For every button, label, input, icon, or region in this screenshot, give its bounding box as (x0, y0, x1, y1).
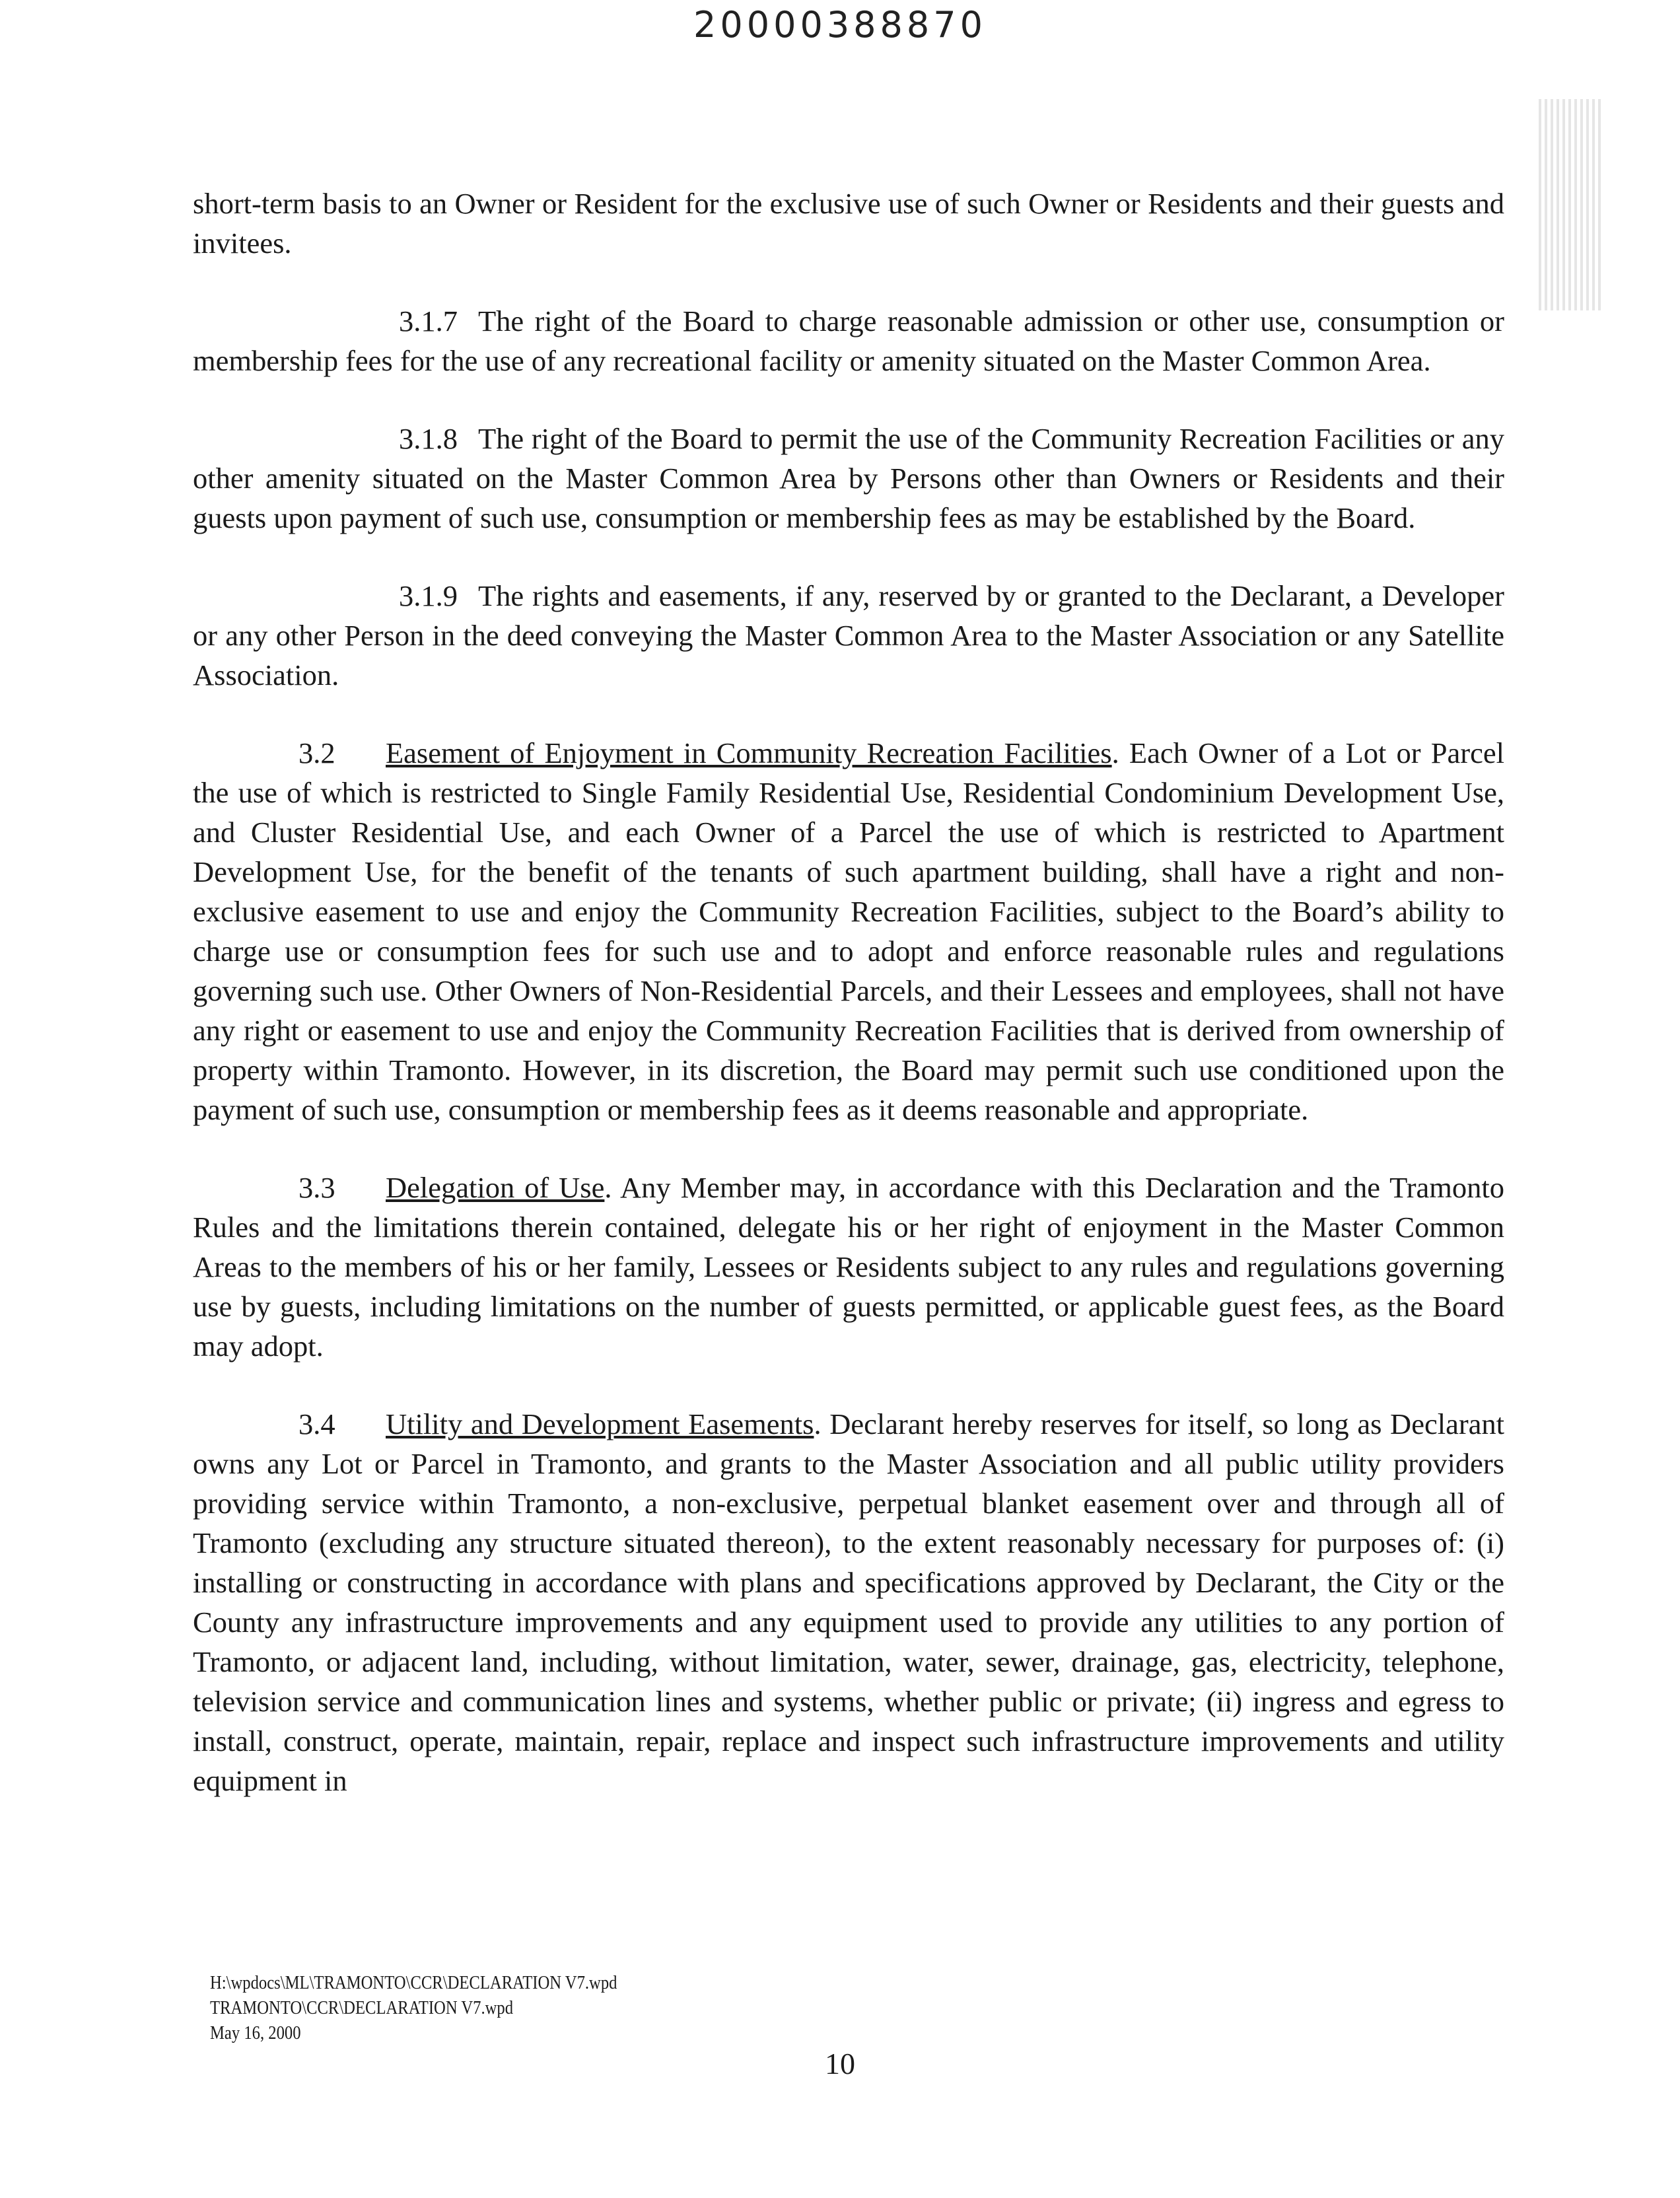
paragraph-continuation (193, 184, 1504, 263)
section-heading: Easement of Enjoyment in Community Recreation Facilities (386, 736, 1112, 769)
paragraph-text: The right of the Board to charge reasonable admission or other use, consumption or membership fees for the use of any recreational facility or amenity situated on the Master Common Area. (193, 304, 1504, 377)
paragraph-text: . Each Owner of a Lot or Parcel the use of which is restricted to Single Family Residential Use, Residential Condominium Development Use, and Cluster Residential Use, and each Owner of a Parcel the use of which is restricted to Apartment Development Use, for the benefit of the tenants of such apartment building, shall have a right and non-exclusive easement to use and enjoy the Community Recreation Facilities, subject to the Board’s ability to charge use or consumption fees for such use and to adopt and enforce reasonable rules and regulations governing such use. Other Owners of Non-Residential Parcels, and their Lessees and employees, shall not have any right or easement to use and enjoy the Community Recreation Facilities that is derived from ownership of property within Tramonto. However, in its discretion, the Board may permit such use conditioned upon the payment of such use, consumption or membership fees as it deems reasonable and appropriate. (193, 736, 1504, 1126)
paragraph-3-2 (193, 733, 1504, 1129)
document-body (193, 184, 1504, 1839)
document-number: 20000388870 (693, 4, 987, 46)
paragraph-3-1-7 (193, 301, 1504, 380)
file-path-line: H:\wpdocs\ML\TRAMONTO\CCR\DECLARATION V7.wpd (210, 1973, 617, 1993)
page-number: 10 (825, 2047, 855, 2080)
section-heading: Delegation of Use (386, 1171, 605, 1204)
section-number: 3.2 (298, 736, 335, 769)
paragraph-text: . Any Member may, in accordance with this Declaration and the Tramonto Rules and the limitations therein contained, delegate his or her right of enjoyment in the Master Common Areas to the members of his or her family, Lessees or Residents subject to any rules and regulations governing use by guests, including limitations on the number of guests permitted, or applicable guest fees, as the Board may adopt. (193, 1171, 1504, 1363)
section-number: 3.1.7 (399, 304, 458, 337)
section-number: 3.3 (298, 1171, 335, 1204)
document-date: May 16, 2000 (210, 2023, 301, 2043)
section-number: 3.1.9 (399, 579, 458, 612)
paragraph-text: . Declarant hereby reserves for itself, so long as Declarant owns any Lot or Parcel in Tramonto, and grants to the Master Association and all public utility providers providing service within Tramonto, a non-exclusive, perpetual blanket easement over and through all of Tramonto (excluding any structure situated thereon), to the extent reasonably necessary for purposes of: (i) installing or constructing in accordance with plans and specifications approved by Declarant, the City or the County any infrastructure improvements and any equipment used to provide any utilities to any portion of Tramonto, or adjacent land, including, without limitation, water, sewer, drainage, gas, electricity, telephone, television service and communication lines and systems, whether public or private; (ii) ingress and egress to install, construct, operate, maintain, repair, replace and inspect such infrastructure improvements and utility equipment in (193, 1407, 1504, 1797)
paragraph-3-1-8 (193, 419, 1504, 538)
file-path-line: TRAMONTO\CCR\DECLARATION V7.wpd (210, 1998, 514, 2018)
paragraph-text: short-term basis to an Owner or Resident for the exclusive use of such Owner or Residents and their guests and invitees. (193, 187, 1504, 260)
section-heading: Utility and Development Easements (386, 1407, 814, 1440)
section-number: 3.4 (298, 1407, 335, 1440)
paragraph-text: The rights and easements, if any, reserved by or granted to the Declarant, a Developer or any other Person in the deed conveying the Master Common Area to the Master Association or any Satellite Association. (193, 579, 1504, 691)
section-number: 3.1.8 (399, 422, 458, 455)
file-path-footer (210, 1971, 617, 2046)
paragraph-3-4 (193, 1404, 1504, 1800)
paragraph-text: The right of the Board to permit the use of the Community Recreation Facilities or any other amenity situated on the Master Common Area by Persons other than Owners or Residents and their guests upon payment of such use, consumption or membership fees as may be established by the Board. (193, 422, 1504, 534)
paragraph-3-3 (193, 1168, 1504, 1366)
paragraph-3-1-9 (193, 576, 1504, 695)
filing-stamp (1539, 99, 1602, 310)
